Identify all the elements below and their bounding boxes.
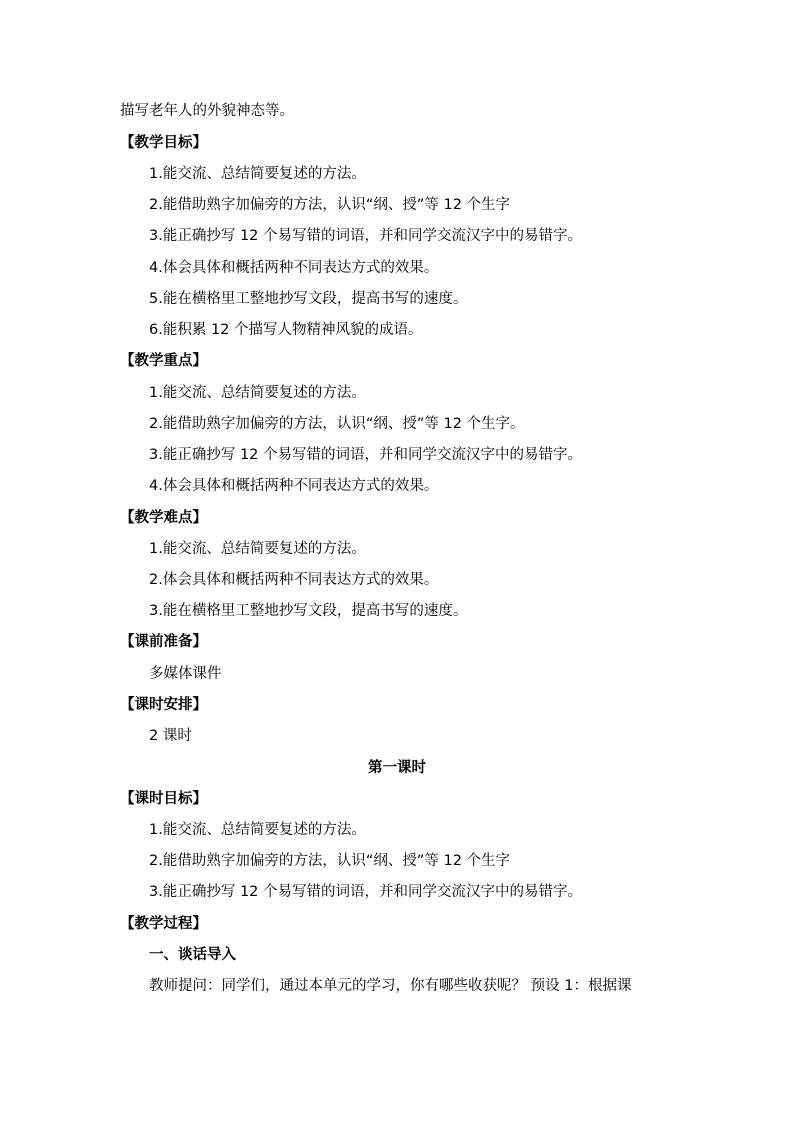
goal-item: 3.能正确抄写 12 个易写错的词语，并和同学交流汉字中的易错字。: [149, 228, 583, 244]
goal-item: 6.能积累 12 个描写人物精神风貌的成语。: [149, 322, 423, 338]
schedule-item: 2 课时: [149, 728, 192, 744]
difficulty-item: 2.体会具体和概括两种不同表达方式的效果。: [149, 572, 439, 588]
first-lesson-title: 第一课时: [368, 760, 426, 776]
difficulty-item: 1.能交流、总结简要复述的方法。: [149, 541, 366, 557]
goal-item: 4.体会具体和概括两种不同表达方式的效果。: [149, 260, 439, 276]
heading-lesson-goals: 【课时目标】: [120, 791, 207, 807]
heading-key-points: 【教学重点】: [120, 353, 207, 369]
key-item: 2.能借助熟字加偏旁的方法，认识“纲、授”等 12 个生字。: [149, 416, 525, 432]
lesson-goal-item: 2.能借助熟字加偏旁的方法，认识“纲、授”等 12 个生字: [149, 853, 511, 869]
goal-item: 1.能交流、总结简要复述的方法。: [149, 166, 366, 182]
heading-teaching-goals: 【教学目标】: [120, 135, 207, 151]
preparation-item: 多媒体课件: [149, 666, 222, 682]
lesson-goal-item: 1.能交流、总结简要复述的方法。: [149, 822, 366, 838]
difficulty-item: 3.能在横格里工整地抄写文段，提高书写的速度。: [149, 603, 468, 619]
heading-teaching-process: 【教学过程】: [120, 916, 207, 932]
goal-item: 2.能借助熟字加偏旁的方法，认识“纲、授”等 12 个生字: [149, 197, 511, 213]
process-step-title: 一、谈话导入: [149, 947, 236, 963]
key-item: 3.能正确抄写 12 个易写错的词语，并和同学交流汉字中的易错字。: [149, 447, 583, 463]
heading-difficulties: 【教学难点】: [120, 510, 207, 526]
heading-preparation: 【课前准备】: [120, 634, 207, 650]
key-item: 1.能交流、总结简要复述的方法。: [149, 385, 366, 401]
intro-text: 描写老年人的外貌神态等。: [120, 103, 294, 119]
goal-item: 5.能在横格里工整地抄写文段，提高书写的速度。: [149, 291, 468, 307]
process-text: 教师提问：同学们，通过本单元的学习，你有哪些收获呢？ 预设 1：根据课: [149, 978, 632, 994]
lesson-goal-item: 3.能正确抄写 12 个易写错的词语，并和同学交流汉字中的易错字。: [149, 884, 583, 900]
heading-schedule: 【课时安排】: [120, 697, 207, 713]
key-item: 4.体会具体和概括两种不同表达方式的效果。: [149, 478, 439, 494]
